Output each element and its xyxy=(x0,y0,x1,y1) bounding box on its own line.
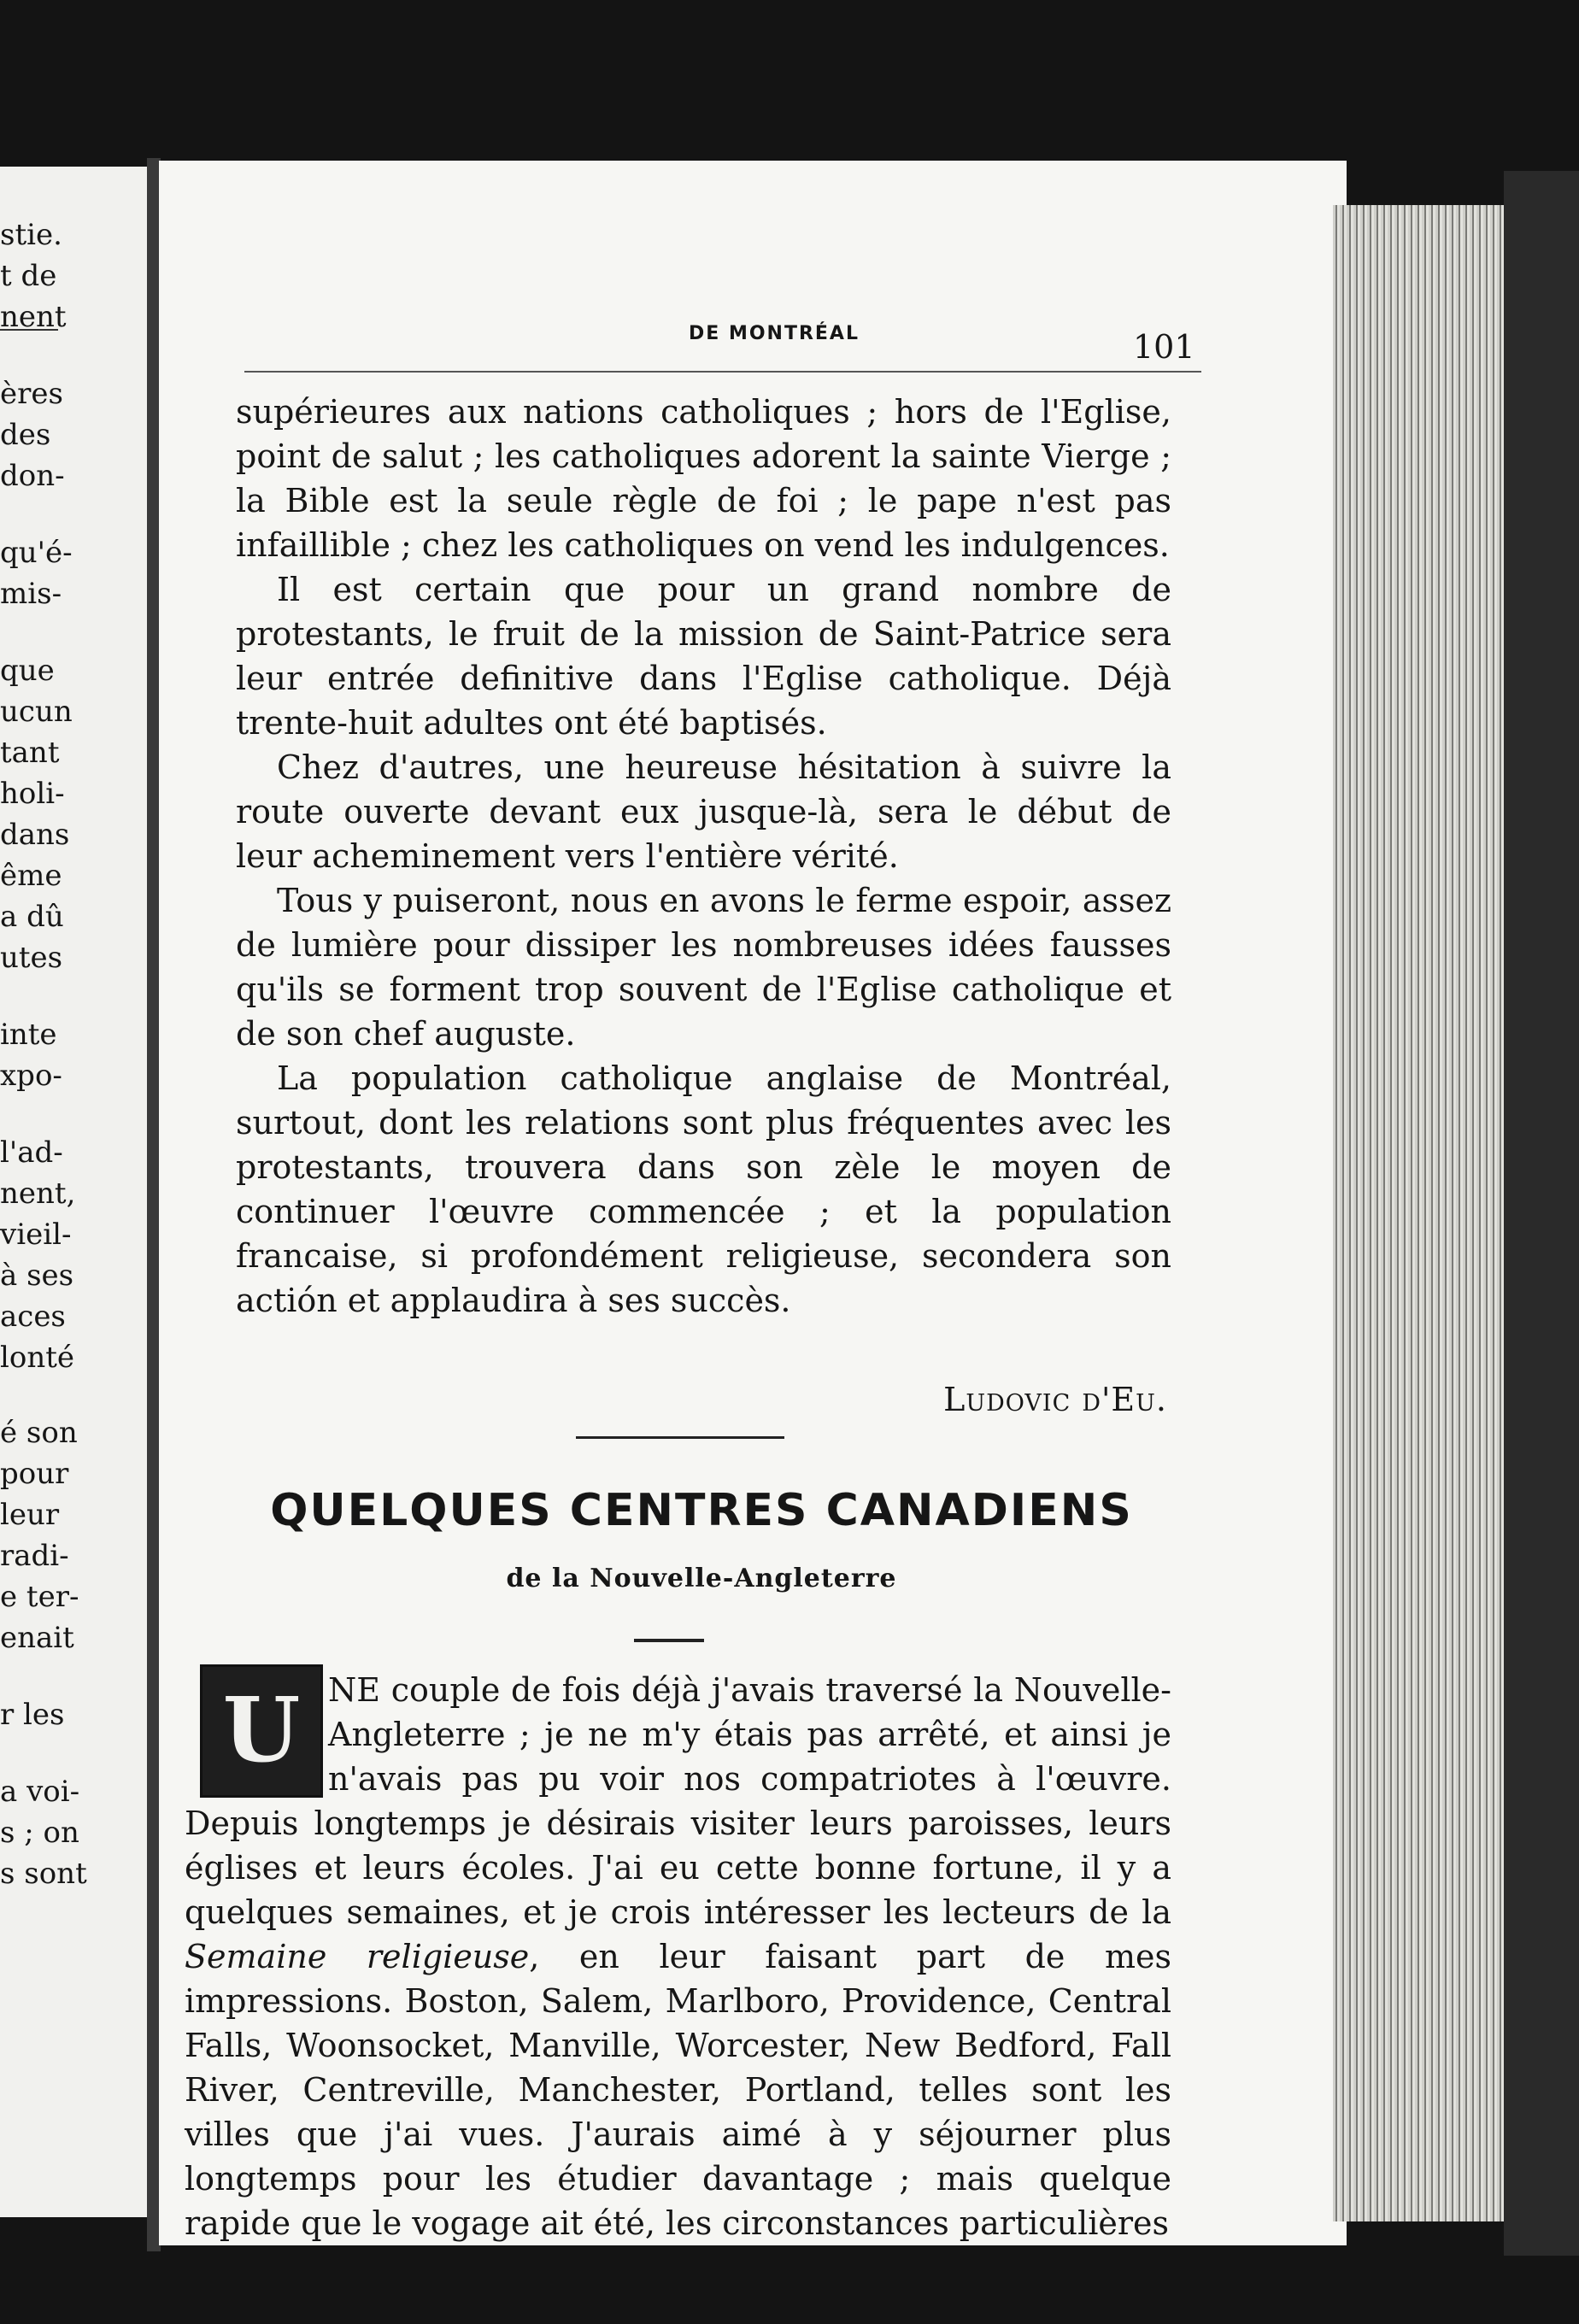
running-title: DE MONTRÉAL xyxy=(689,323,860,344)
section-title: QUELQUES CENTRES CANADIENS xyxy=(270,1485,1133,1536)
facing-page-fragment-line: que xyxy=(0,654,55,688)
facing-page-fragment-line: r les xyxy=(0,1698,65,1732)
paragraph xyxy=(185,1668,1171,2245)
facing-page-fragment-line: a dû xyxy=(0,900,64,934)
facing-page-fragment-line: l'ad- xyxy=(0,1136,63,1170)
publication-title: Semaine religieuse xyxy=(185,1938,530,1975)
facing-page-fragment-line: s sont xyxy=(0,1857,87,1891)
facing-page-fragment-line: leur xyxy=(0,1498,60,1532)
facing-page-fragment-line: nent xyxy=(0,300,67,334)
initial-letter: U xyxy=(222,1677,301,1782)
facing-page-fragment-line: tant xyxy=(0,736,60,770)
section-body xyxy=(185,1668,1171,2245)
facing-page-fragment-line: é son xyxy=(0,1416,78,1450)
facing-page-fragment-line: a voi- xyxy=(0,1775,80,1809)
facing-page-fragment-line: ême xyxy=(0,859,62,893)
section-subtitle: de la Nouvelle-Angleterre xyxy=(506,1564,897,1593)
header-rule xyxy=(244,371,1201,373)
facing-page-fragment-line: radi- xyxy=(0,1539,69,1573)
facing-page-fragment-line: pour xyxy=(0,1457,69,1491)
facing-page-fragment-line: dans xyxy=(0,818,70,852)
facing-page-fragment-line: des xyxy=(0,418,51,452)
paragraph: Tous y puiseront, nous en avons le ferme espoir, assez de lumière pour dissiper les nombreuses idées fausses qu'ils se forment trop souvent de l'Eglise catholique et de son chef auguste. xyxy=(236,882,1171,1053)
page-number: 101 xyxy=(1133,328,1195,366)
facing-page-fragment-line: e ter- xyxy=(0,1580,79,1614)
facing-page-fragment-line: à ses xyxy=(0,1259,74,1293)
facing-page-fragment-line: vieil- xyxy=(0,1218,72,1252)
facing-page-fragment-line: lonté xyxy=(0,1341,75,1375)
facing-page-fragment-line: aces xyxy=(0,1300,66,1334)
facing-page-fragment-line: inte xyxy=(0,1018,57,1052)
book-page xyxy=(159,161,1347,2245)
facing-page-fragment-line: utes xyxy=(0,941,63,975)
facing-page-fragment-line: don- xyxy=(0,459,65,493)
facing-page-fragment-line: t de xyxy=(0,259,57,293)
facing-page-fragment-line: mis- xyxy=(0,577,62,611)
subtitle-rule xyxy=(634,1639,704,1642)
section-divider xyxy=(576,1436,784,1439)
article-body xyxy=(236,390,1171,1323)
paragraph: Il est certain que pour un grand nombre de protestants, le fruit de la mission de Saint-Patrice sera leur entrée definitive dans l'Eglise catholique. Déjà trente-huit adultes ont été baptisés. xyxy=(236,571,1171,742)
facing-page-fragment-line: xpo- xyxy=(0,1059,62,1093)
author-signature: Ludovic d'Eu. xyxy=(943,1381,1167,1418)
facing-page-fragment-line: ères xyxy=(0,377,63,411)
facing-page-fragment xyxy=(0,167,147,2217)
paragraph: supérieures aux nations catholiques ; hors de l'Eglise, point de salut ; les catholiques adorent la sainte Vierge ; la Bible est la seule règle de foi ; le pape n'est pas infaillible ; chez les catholiques on vend les indulgences. xyxy=(236,393,1171,564)
facing-page-fragment-line: qu'é- xyxy=(0,536,73,570)
paragraph: Chez d'autres, une heureuse hésitation à suivre la route ouverte devant eux jusque-là, sera le début de leur acheminement vers l'entière vérité. xyxy=(236,748,1171,875)
facing-page-fragment-line: s ; on xyxy=(0,1816,79,1850)
facing-page-fragment-line: ucun xyxy=(0,695,73,729)
book-shadow xyxy=(1504,171,1579,2256)
facing-page-fragment-line: stie. xyxy=(0,218,62,252)
facing-page-fragment-line: holi- xyxy=(0,777,65,811)
paragraph: La population catholique anglaise de Montréal, surtout, dont les relations sont plus fréquentes avec les protestants, trouvera dans son zèle le moyen de continuer l'œuvre commencée ; et la population francaise, si profondément religieuse, secondera son actión et applaudira à ses succès. xyxy=(236,1059,1171,1319)
facing-page-fragment-line: enait xyxy=(0,1621,74,1655)
text-run: NE couple de fois déjà j'avais traversé la Nouvelle-Angleterre ; je ne m'y étais pas arrêté, et ainsi je n'avais pas pu voir nos compatriotes à l'œuvre. Depuis longtemps je désirais visiter leurs paroisses, leurs églises et leurs écoles. J'ai eu cette bonne fortune, il y a quelques semaines, et je crois intéresser les lecteurs de la xyxy=(185,1671,1171,1931)
text-run: , en leur faisant part de mes impressions. Boston, Salem, Marlboro, Providence, Central Falls, Woonsocket, Manville, Worcester, New Bedford, Fall River, Centreville, Manchester, Portland, telles sont les villes que j'ai vues. J'aurais aimé à y séjourner plus longtemps pour les étudier davantage ; mais quelque rapide que le vogage ait été, les circonstances particulières xyxy=(185,1938,1171,2242)
facing-page-fragment-line: nent, xyxy=(0,1177,76,1211)
